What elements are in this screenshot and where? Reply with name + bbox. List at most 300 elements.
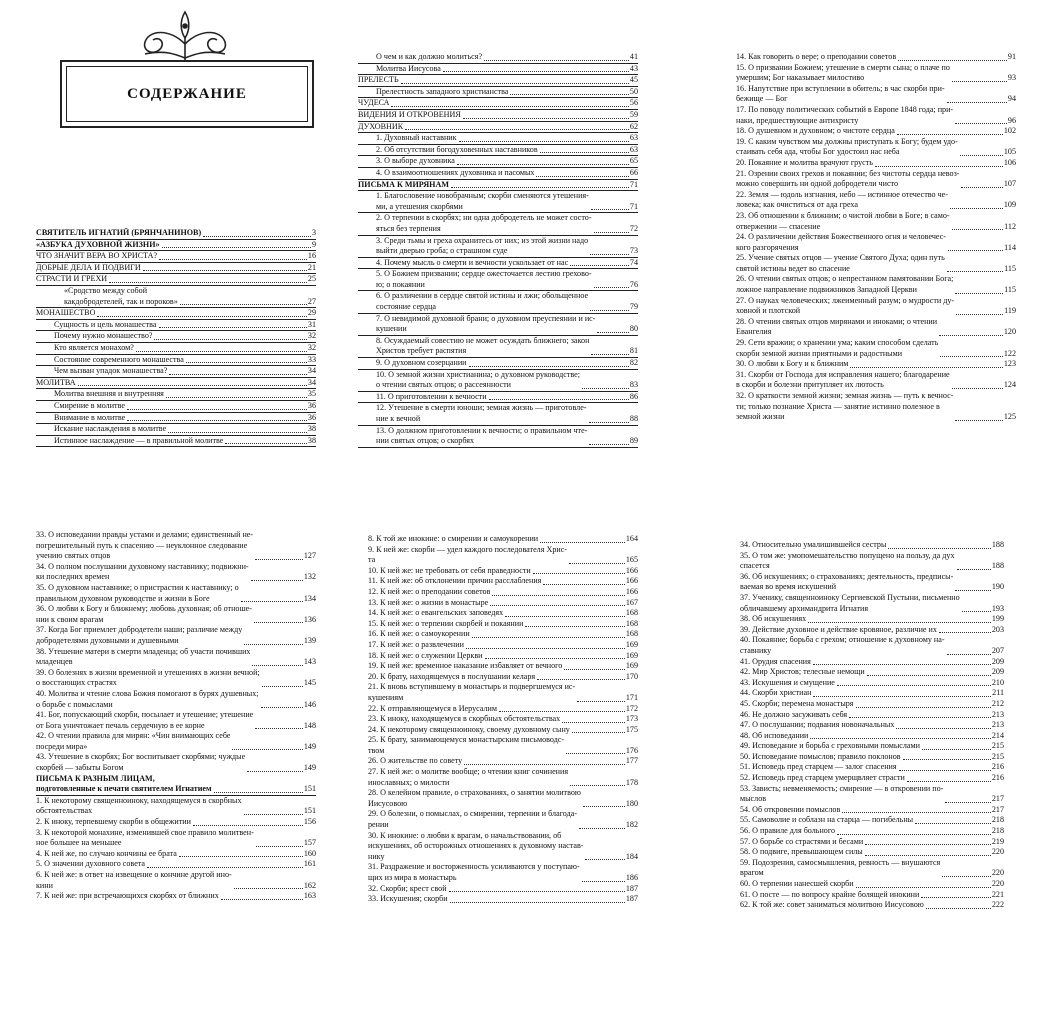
toc-entry — [740, 572, 1004, 593]
toc-leader-dots — [505, 616, 625, 617]
toc-entry — [358, 168, 638, 180]
toc-entry-title: Почему нужно монашество? — [54, 331, 153, 341]
toc-page-number: 212 — [991, 698, 1004, 708]
toc-page-number: 169 — [625, 650, 638, 660]
toc-page-number: 71 — [629, 179, 638, 189]
toc-page-number: 188 — [991, 540, 1004, 549]
toc-page-number: 125 — [1003, 412, 1016, 422]
toc-entry-title: 14. Как говорить о вере; о преподании советов — [736, 52, 897, 61]
toc-page-number: 112 — [1004, 221, 1016, 231]
toc-entry — [740, 699, 1004, 710]
toc-entry — [36, 647, 316, 668]
toc-entry-title: 11. О приготовлении к вечности — [376, 391, 487, 401]
toc-entry-title: 45. Скорби; перемена монастыря — [740, 698, 854, 708]
toc-leader-dots — [525, 626, 624, 627]
toc-page-number: 32 — [307, 331, 316, 341]
toc-leader-dots — [484, 60, 629, 61]
toc-entry — [736, 126, 1016, 137]
toc-page-number: 182 — [625, 820, 638, 830]
toc-leader-dots — [533, 573, 625, 574]
toc-page-number: 170 — [625, 671, 638, 681]
toc-entry — [368, 788, 638, 809]
toc-entry-title: 22. К отправляющемуся в Иерусалим — [368, 703, 497, 713]
toc-entry — [736, 84, 1016, 105]
toc-page-number: 169 — [625, 661, 638, 671]
toc-entry-title: 18. О душевном и духовном; о чистоте сердца — [736, 126, 895, 136]
toc-leader-dots — [540, 542, 625, 543]
toc-entry — [736, 169, 1016, 190]
toc-entry — [736, 211, 1016, 232]
toc-entry — [740, 837, 1004, 848]
toc-leader-dots — [865, 855, 991, 856]
toc-page-number: 86 — [629, 391, 638, 401]
toc-entry — [740, 720, 1004, 731]
toc-entry-title: 15. К ней же: о терпении скорбей и покаянии — [368, 618, 524, 628]
toc-entry — [740, 593, 1004, 614]
toc-entry — [358, 87, 638, 99]
toc-page-number: 71 — [629, 201, 638, 211]
toc-entry — [358, 213, 638, 235]
toc-entry-title: СВЯТИТЕЛЬ ИГНАТИЙ (БРЯНЧАНИНОВ) — [36, 228, 202, 237]
toc-entry — [36, 263, 316, 275]
toc-entry-title: 20. К брату, находящемуся в послушании келаря — [368, 671, 536, 681]
toc-leader-dots — [564, 669, 625, 670]
toc-leader-dots — [464, 764, 625, 765]
toc-leader-dots — [926, 908, 991, 909]
toc-leader-dots — [540, 152, 629, 153]
toc-page-number: 151 — [303, 806, 316, 816]
toc-leader-dots — [159, 327, 307, 328]
toc-leader-dots — [459, 141, 629, 142]
toc-page-number: 187 — [625, 894, 638, 904]
toc-entry-title: 19. К ней же: временное наказание избавляет от вечного — [368, 661, 563, 671]
toc-leader-dots — [169, 374, 307, 375]
toc-entry — [36, 378, 316, 390]
toc-entry — [36, 308, 316, 320]
toc-entry-title: 54. Об откровении помыслов — [740, 804, 841, 814]
toc-leader-dots — [810, 738, 990, 739]
toc-entry — [36, 228, 316, 240]
toc-entry-title: 12. К ней же: о преподании советов — [368, 586, 491, 596]
toc-entry-title: 5. О Божием призвании; сердце ожесточается лестию грехово- ю; о покаянии — [376, 269, 592, 289]
toc-entry-title: 22. Земля — юдоль изгнания, небо — истинное отечество че- ловека; как очиститься от ада греха — [736, 189, 948, 210]
toc-leader-dots — [955, 293, 1003, 294]
toc-entry-title: «Сродство между собой какдобродетелей, так и пороков» — [64, 285, 178, 306]
toc-entry-title: 43. Искушения и смущение — [740, 677, 835, 687]
toc-entry — [358, 75, 638, 87]
toc-leader-dots — [961, 187, 1002, 188]
toc-leader-dots — [127, 420, 307, 421]
toc-leader-dots — [255, 728, 303, 729]
toc-leader-dots — [162, 247, 311, 248]
toc-page-number: 163 — [303, 891, 316, 901]
toc-entry-title: 37. Ученику, священноиноку Сергиевской Пустыни, письменно обличавшему архимандрита Игнатия — [740, 592, 960, 613]
toc-leader-dots — [585, 859, 624, 860]
toc-entry-title: 15. О призвании Божием; утешение в смерти сына; о плаче по умершим; Бог наказывает милостиво — [736, 62, 950, 83]
toc-page-number: 32 — [307, 342, 316, 352]
toc-entry — [368, 598, 638, 609]
toc-entry-title: 53. Зависть; невменяемость; смирение — в откровении по- мыслов — [740, 783, 944, 804]
toc-entry — [36, 689, 316, 710]
toc-entry-title: 52. Исповедь пред старцем умерщвляет страсти — [740, 773, 905, 783]
toc-entry — [368, 608, 638, 619]
toc-entry — [740, 688, 1004, 699]
toc-entry — [36, 240, 316, 252]
toc-page-number: 34 — [307, 377, 316, 387]
toc-entry — [368, 725, 638, 736]
toc-entry-title: 29. О болезни, о помыслах, о смирении, терпении и благода- рении — [368, 809, 578, 830]
toc-page-number: 213 — [991, 709, 1004, 719]
toc-page-number: 178 — [625, 777, 638, 787]
toc-leader-dots — [590, 254, 629, 255]
toc-entry — [736, 370, 1016, 391]
toc-leader-dots — [865, 844, 991, 845]
toc-leader-dots — [856, 887, 991, 888]
toc-leader-dots — [955, 123, 1007, 124]
toc-leader-dots — [543, 584, 624, 585]
toc-entry — [368, 884, 638, 895]
toc-entry — [36, 731, 316, 752]
toc-page-number: 134 — [303, 593, 316, 603]
toc-page-number: 29 — [307, 308, 316, 318]
toc-entry-title: 9. К ней же: скорби — удел каждого последователя Хрис- та — [368, 544, 567, 565]
toc-leader-dots — [244, 644, 303, 645]
toc-entry — [368, 735, 638, 756]
toc-entry-title: 35. О том же: умопомешательство попущено на пользу, да дух спасется — [740, 550, 955, 571]
toc-entry-title: 7. К ней же: при встречающихся скорбях от ближних — [36, 891, 219, 901]
toc-entry — [740, 890, 1004, 901]
toc-entry-title: 30. К инокине: о любви к врагам, о начальствовании, об искушениях, об осторожных отношениях к духовному настав- нику — [368, 830, 584, 861]
toc-entry-title: 37. Когда Бог приемлет добродетели наши; различие между добродетелями духовными и душевными — [36, 625, 243, 645]
toc-entry-title: 32. Скорби; крест свой — [368, 883, 447, 893]
toc-entry-title: 50. Исповедание помыслов; правило поклонов — [740, 751, 901, 761]
toc-leader-dots — [955, 420, 1002, 421]
toc-page-number: 27 — [307, 296, 316, 306]
toc-page-number: 157 — [303, 838, 316, 848]
toc-entry-title: 51. Исповедь пред старцем — залог спасения — [740, 762, 897, 772]
title-box — [60, 60, 314, 128]
toc-page-number: 220 — [991, 879, 1004, 888]
toc-entry-title: 47. О послушании; подвания новоначальных — [740, 720, 895, 730]
toc-entry-title: 10. К ней же: не требовать от себя праведности — [368, 565, 531, 575]
toc-entry — [36, 320, 316, 332]
toc-entry — [36, 424, 316, 436]
toc-entry-title: 8. Осуждаемый совестию не может осуждать ближнего; закон Христов требует распятия — [376, 335, 590, 356]
toc-page-number: 176 — [625, 745, 638, 755]
toc-leader-dots — [875, 166, 1003, 167]
toc-leader-dots — [572, 732, 625, 733]
toc-entry — [36, 286, 316, 308]
toc-entry — [358, 98, 638, 110]
toc-entry — [740, 900, 1004, 911]
toc-entry — [36, 774, 316, 796]
toc-leader-dots — [232, 749, 302, 750]
toc-entry-title: Сущность и цель монашества — [54, 319, 157, 329]
toc-entry — [740, 657, 1004, 668]
toc-leader-dots — [907, 781, 991, 782]
toc-entry-title: 24. К некоторому священноиноку, своему духовному сыну — [368, 724, 570, 734]
toc-entry — [36, 625, 316, 646]
toc-leader-dots — [579, 828, 625, 829]
toc-entry — [358, 133, 638, 145]
toc-entry — [36, 401, 316, 413]
toc-entry-title: 28. О келейном правиле, о страхованиях, о занятии молитвою Иисусовою — [368, 788, 581, 808]
toc-entry-title: 39. О болезнях в жизни временной и утешениях в жизни вечной; о восстающих страстях — [36, 667, 260, 688]
toc-entry — [358, 291, 638, 313]
toc-entry-title: Молитва внешняя и внутренняя — [54, 389, 164, 399]
toc-entry-title: 21. Озрении своих грехов и покаянии; без чистоты сердца невоз- можно совершить ни одной добродетели чисто — [736, 168, 960, 189]
toc-page-number: 214 — [991, 730, 1004, 740]
toc-entry-title: 3. К некоторой монахине, изменившей свое правило молитвен- ное большее на меньшее — [36, 827, 254, 848]
toc-entry-title: 30. О любви к Богу и к ближним — [736, 359, 849, 369]
toc-entry-title: 18. К ней же: о служении Церкви — [368, 650, 483, 660]
toc-page-number: 124 — [1003, 380, 1016, 390]
toc-page-number: 177 — [625, 756, 638, 766]
toc-leader-dots — [942, 876, 991, 877]
toc-entry-title: 44. Скорби христиан — [740, 688, 812, 698]
toc-page-number: 222 — [991, 900, 1004, 910]
toc-page-number: 146 — [303, 699, 316, 709]
toc-leader-dots — [234, 888, 303, 889]
toc-leader-dots — [957, 569, 991, 570]
toc-entry — [740, 625, 1004, 636]
toc-page-number: 16 — [307, 251, 316, 261]
toc-entry-title: 14. К ней же: о евангельских заповедях — [368, 608, 504, 618]
toc-page-number: 123 — [1003, 359, 1016, 369]
toc-page-number: 217 — [991, 804, 1004, 814]
toc-leader-dots — [489, 399, 629, 400]
toc-entry — [358, 426, 638, 448]
toc-leader-dots — [193, 825, 303, 826]
toc-page-number: 167 — [625, 597, 638, 607]
toc-entry-title: 27. О науках человеческих; лжеименный разум; о мудрости ду- ховной и плотской — [736, 295, 955, 316]
toc-entry-title: 42. Мир Христов; телесные немощи — [740, 667, 865, 677]
toc-entry — [36, 530, 316, 562]
toc-entry-title: 6. О различении в сердце святой истины и лжи; обольщенное состояние сердца — [376, 291, 589, 312]
toc-entry-title: 42. О чтении правила для мирян: «Чин внимающих себе посреди мира» — [36, 731, 231, 751]
toc-leader-dots — [391, 106, 628, 107]
toc-entry — [358, 180, 638, 192]
toc-entry — [740, 858, 1004, 879]
toc-leader-dots — [939, 632, 991, 633]
toc-leader-dots — [449, 891, 625, 892]
page-title: СОДЕРЖАНИЕ — [127, 85, 247, 102]
toc-page-number: 96 — [1007, 115, 1016, 125]
toc-page-number: 93 — [1007, 73, 1016, 83]
toc-page-number: 193 — [991, 603, 1004, 613]
toc-entry-title: ЧТО ЗНАЧИТ ВЕРА ВО ХРИСТА? — [36, 251, 158, 261]
toc-entry — [36, 891, 316, 902]
toc-page-number: 218 — [991, 826, 1004, 836]
toc-entry — [358, 191, 638, 213]
toc-leader-dots — [837, 834, 991, 835]
toc-page-number: 94 — [1007, 94, 1016, 104]
toc-entry — [36, 413, 316, 425]
toc-entry-title: 38. Об искушениях — [740, 614, 807, 624]
toc-leader-dots — [950, 208, 1003, 209]
toc-entry — [368, 714, 638, 725]
toc-entry-title: Искание наслаждения в молитве — [54, 424, 167, 434]
toc-entry — [36, 274, 316, 286]
toc-page-number: 188 — [991, 561, 1004, 571]
toc-page-number: 149 — [303, 741, 316, 751]
toc-entry-title: О чем и как должно молиться? — [376, 52, 483, 61]
toc-entry-title: 16. Напутствие при вступлении в обитель; в час скорби при- бежище — Бог — [736, 83, 945, 104]
toc-entry — [740, 551, 1004, 572]
toc-entry — [36, 583, 316, 604]
toc-entry — [358, 122, 638, 134]
toc-entry — [36, 251, 316, 263]
toc-entry — [740, 879, 1004, 890]
toc-leader-dots — [450, 902, 625, 903]
toc-leader-dots — [582, 881, 625, 882]
toc-page-number: 38 — [307, 424, 316, 434]
toc-entry-title: 8. К той же инокине: о смирении и самоукорении — [368, 534, 539, 543]
toc-page-number: 114 — [1004, 242, 1016, 252]
toc-page-number: 215 — [991, 751, 1004, 761]
toc-leader-dots — [962, 611, 991, 612]
toc-entry-title: 13. К ней же: о жизни в монастыре — [368, 597, 489, 607]
toc-entry — [368, 756, 638, 767]
toc-column-4 — [36, 530, 316, 902]
toc-leader-dots — [591, 354, 628, 355]
toc-entry — [36, 710, 316, 731]
toc-page-number: 180 — [625, 798, 638, 808]
toc-entry-title: 1. К некоторому священноиноку, находящемуся в скорбных обстоятельствах — [36, 795, 242, 816]
toc-page-number: 217 — [991, 794, 1004, 804]
toc-entry-title: Состояние современного монашества — [54, 354, 184, 364]
toc-page-number: 203 — [991, 624, 1004, 634]
toc-entry-title: «АЗБУКА ДУХОВНОЙ ЖИЗНИ» — [36, 239, 160, 249]
toc-entry — [368, 831, 638, 863]
toc-entry-title: 39. Действие духовное и действие кровяное, различие их — [740, 624, 937, 634]
toc-leader-dots — [499, 711, 625, 712]
toc-leader-dots — [952, 229, 1004, 230]
toc-page-number: 149 — [303, 763, 316, 773]
toc-entry — [36, 355, 316, 367]
toc-entry — [358, 269, 638, 291]
toc-entry-title: Чем вызван упадок монашества? — [54, 366, 168, 376]
toc-entry — [736, 52, 1016, 63]
toc-entry-title: 4. К ней же, по случаю кончины ее брата — [36, 848, 177, 858]
toc-entry-title: 9. О духовном созерцании — [376, 358, 467, 368]
toc-page-number: 31 — [307, 319, 316, 329]
toc-page-number: 115 — [1004, 263, 1016, 273]
toc-leader-dots — [179, 856, 303, 857]
toc-leader-dots — [262, 686, 303, 687]
toc-page-number: 74 — [629, 257, 638, 267]
toc-entry-title: 4. Почему мысль о смерти и вечности ускользает от нас — [376, 257, 569, 267]
toc-leader-dots — [244, 814, 303, 815]
toc-page-number: 72 — [629, 223, 638, 233]
toc-entry-title: 1. Духовный наставник — [376, 133, 457, 143]
toc-entry-title: 35. О духовном наставнике; о пристрастии к наставнику; о правильном духовном руководстве и жизни в Боге — [36, 582, 239, 603]
toc-entry-title: 33. Искушения; скорби — [368, 894, 448, 904]
toc-page-number: 43 — [629, 63, 638, 73]
toc-entry-title: 59. Подозрения, самосмышления, ревность — внушаются врагом — [740, 857, 941, 878]
toc-page-number: 66 — [629, 167, 638, 177]
toc-page-number: 34 — [307, 366, 316, 376]
toc-entry — [36, 828, 316, 849]
toc-entry — [36, 331, 316, 343]
toc-page-number: 139 — [303, 635, 316, 645]
toc-entry — [740, 784, 1004, 805]
toc-entry-title: 2. К иноку, терпевшему скорби в общежитии — [36, 817, 191, 827]
toc-leader-dots — [562, 722, 625, 723]
toc-entry — [740, 667, 1004, 678]
toc-leader-dots — [589, 444, 629, 445]
toc-entry — [740, 540, 1004, 551]
toc-page-number: 166 — [625, 586, 638, 596]
toc-entry — [36, 562, 316, 583]
toc-entry — [36, 668, 316, 689]
toc-entry-title: 24. О различении действия Божественного огня и человечес- кого разгорячения — [736, 232, 946, 252]
toc-leader-dots — [485, 658, 625, 659]
toc-page-number: 59 — [629, 109, 638, 119]
toc-page-number: 184 — [625, 851, 638, 861]
toc-leader-dots — [915, 823, 991, 824]
toc-page-number: 148 — [303, 720, 316, 730]
toc-entry-title: 4. О взаимоотношениях духовника и пасомых — [376, 167, 535, 177]
toc-page-number: 168 — [625, 608, 638, 618]
toc-page-number: 79 — [629, 302, 638, 312]
toc-leader-dots — [109, 282, 307, 283]
toc-entry — [740, 773, 1004, 784]
toc-leader-dots — [451, 187, 629, 188]
toc-leader-dots — [443, 71, 629, 72]
toc-page-number: 145 — [303, 678, 316, 688]
toc-entry — [368, 651, 638, 662]
toc-entry-title: 56. О правиле для больного — [740, 826, 836, 836]
toc-entry-title: ДОБРЫЕ ДЕЛА И ПОДВИГИ — [36, 262, 141, 272]
toc-leader-dots — [837, 685, 991, 686]
toc-column-2 — [358, 52, 638, 448]
toc-column-1 — [36, 228, 316, 447]
toc-leader-dots — [850, 367, 1002, 368]
toc-leader-dots — [590, 310, 629, 311]
toc-leader-dots — [813, 664, 991, 665]
toc-page-number: 220 — [991, 847, 1004, 857]
toc-page-number: 213 — [991, 720, 1004, 730]
toc-entry-title: 58. О подвиге, превышающем силы — [740, 847, 863, 857]
toc-entry — [368, 682, 638, 703]
toc-leader-dots — [469, 366, 629, 367]
toc-page-number: 9 — [311, 239, 316, 249]
toc-page-number: 166 — [625, 565, 638, 575]
toc-page-number: 143 — [303, 657, 316, 667]
toc-entry-title: 40. Молитва и чтение слова Божия помогают в бурях душевных; о борьбе с помыслами — [36, 688, 259, 709]
toc-page-number: 107 — [1003, 179, 1016, 189]
ornament-icon — [125, 8, 245, 60]
toc-entry-title: ВИДЕНИЯ И ОТКРОВЕНИЯ — [358, 109, 461, 119]
toc-page-number: 109 — [1003, 200, 1016, 210]
toc-entry — [736, 190, 1016, 211]
toc-entry — [740, 847, 1004, 858]
toc-leader-dots — [261, 707, 303, 708]
toc-page-number: 187 — [625, 883, 638, 893]
toc-page-number: 220 — [991, 868, 1004, 878]
toc-page-number: 80 — [629, 324, 638, 334]
toc-page-number: 38 — [307, 435, 316, 445]
toc-entry — [736, 137, 1016, 158]
toc-entry-title: 2. Об отсутствии богодуховенных наставников — [376, 144, 538, 154]
toc-entry-title: 31. Раздражение и восторженность усиливаются у поступаю- щих из мира в монастырь — [368, 862, 580, 882]
toc-leader-dots — [147, 867, 303, 868]
toc-entry-title: СТРАСТИ И ГРЕХИ — [36, 274, 108, 284]
toc-page-number: 164 — [625, 534, 638, 543]
toc-entry — [358, 370, 638, 392]
toc-entry — [36, 859, 316, 870]
